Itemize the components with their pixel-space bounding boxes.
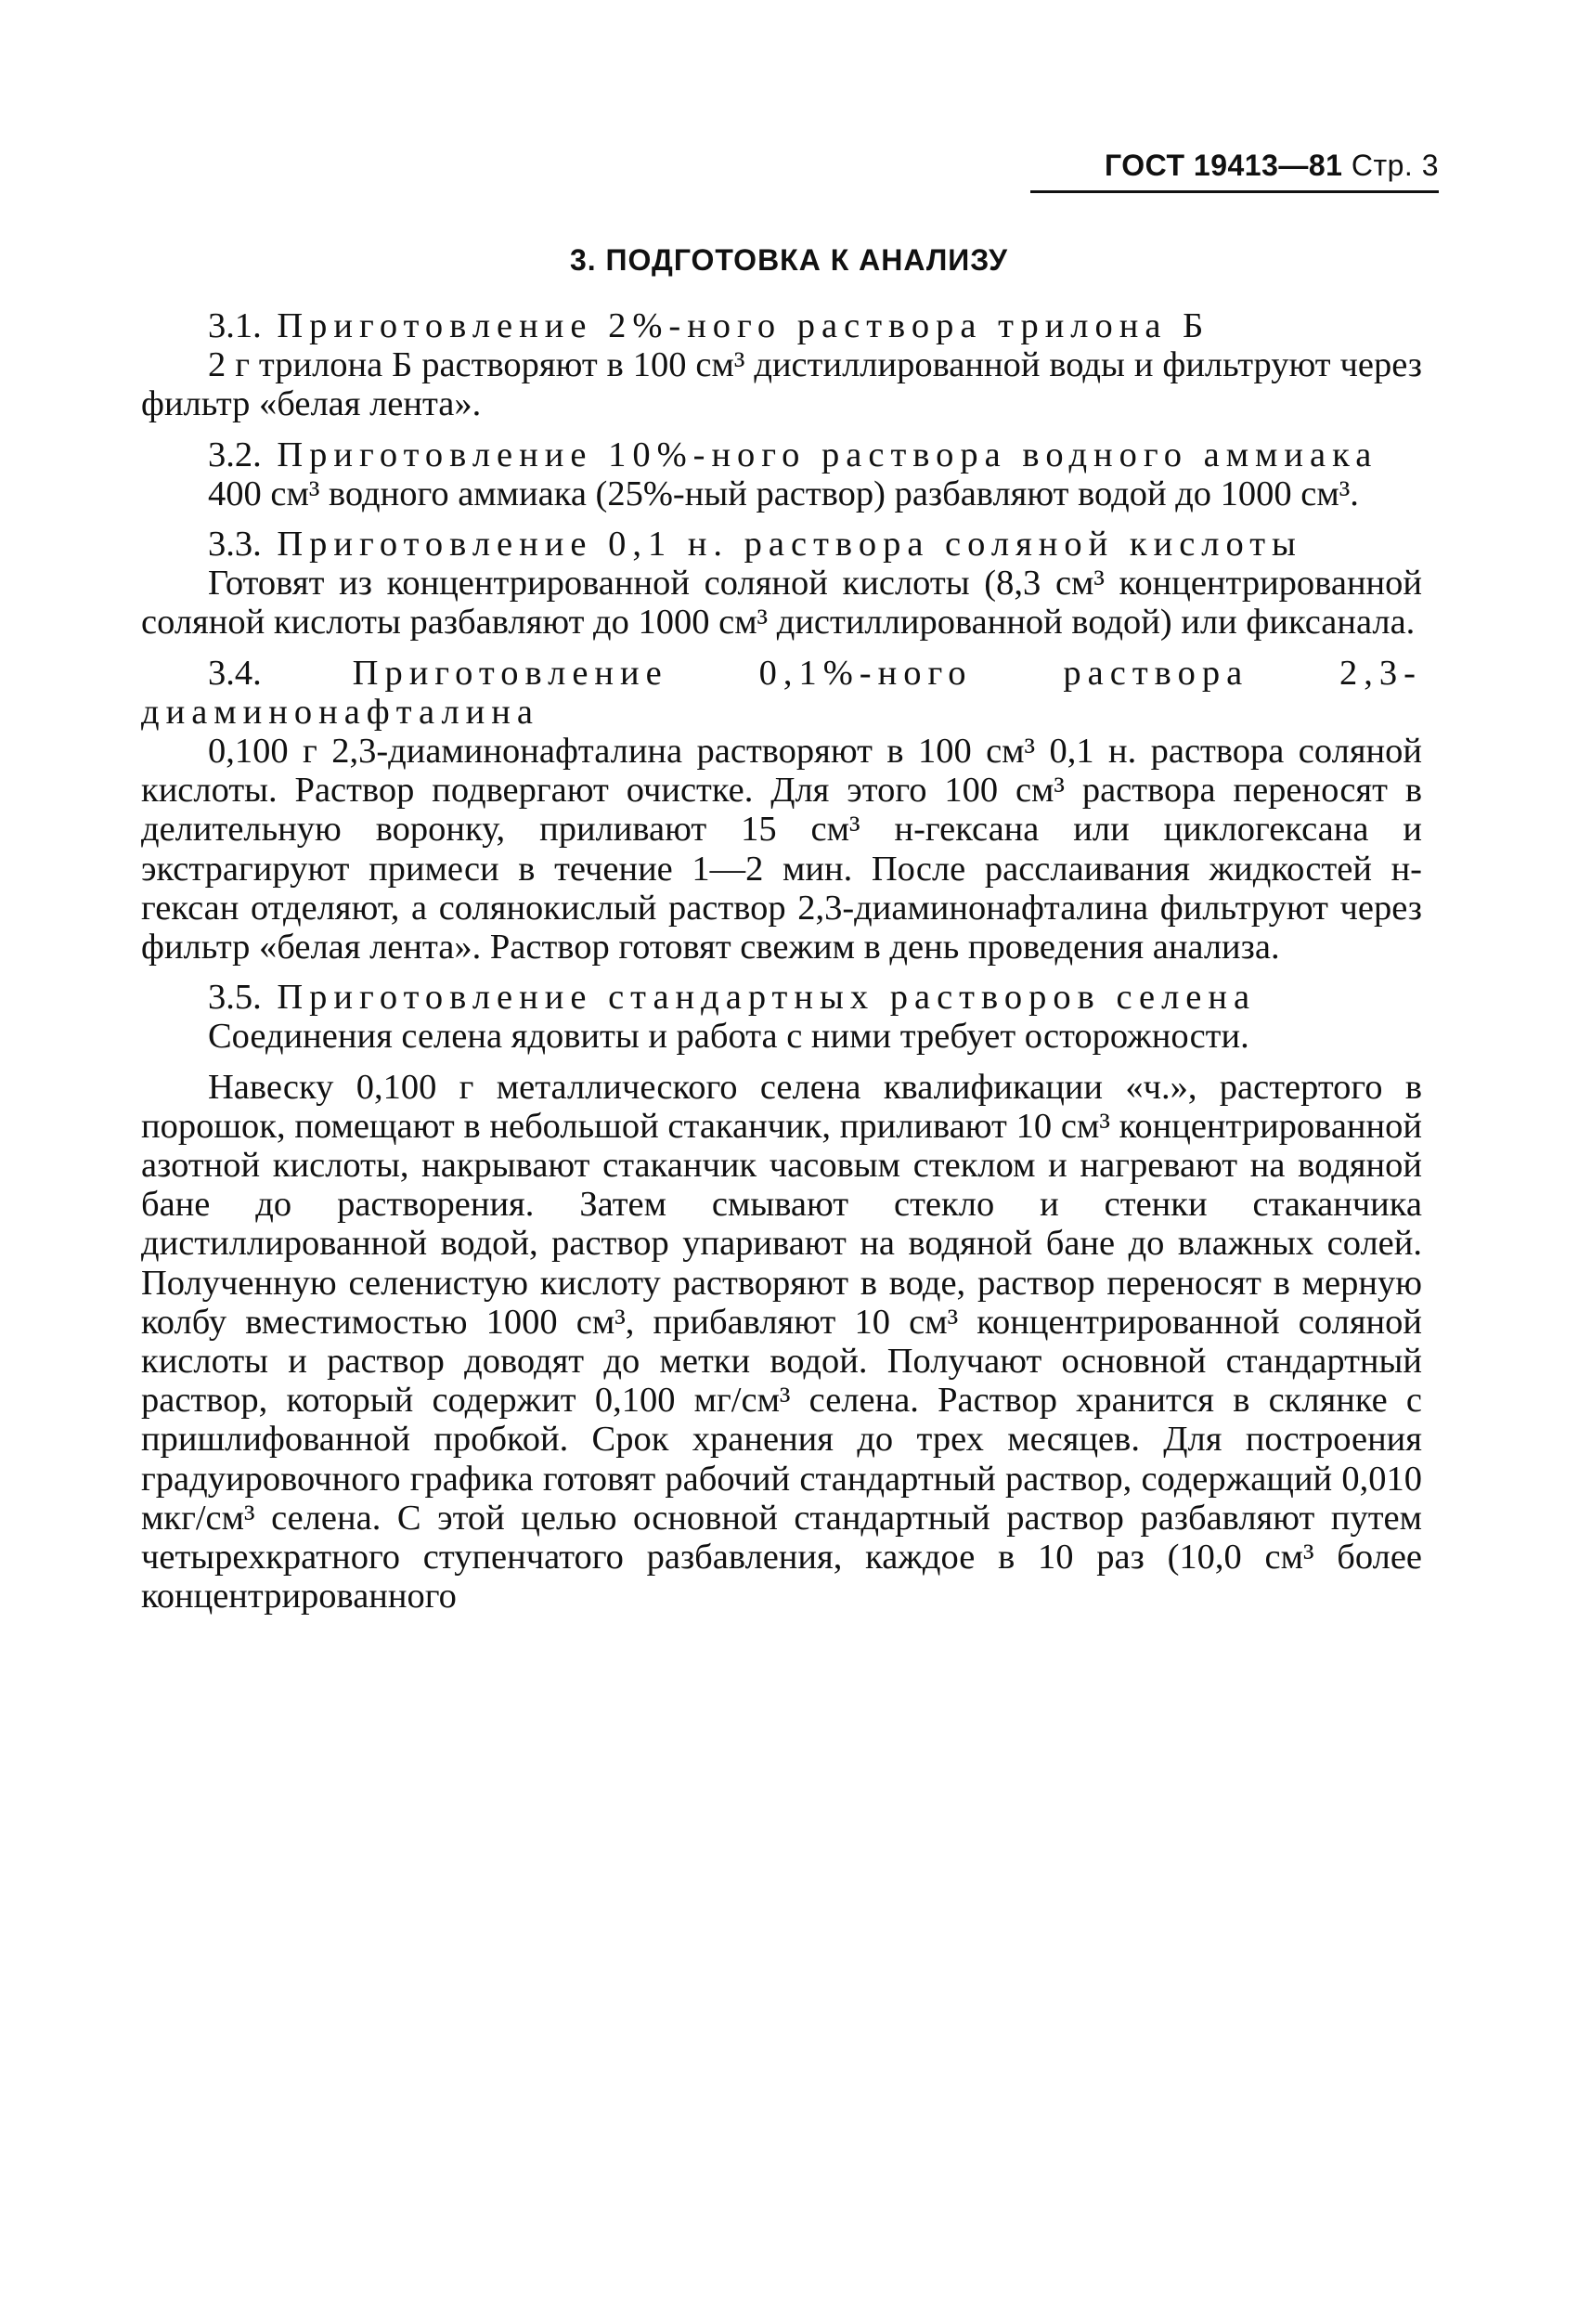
document-body [141,306,1422,1616]
subsection-heading-3-1: 3.1. Приготовление 2%-ного раствора трилона Б [208,306,1210,345]
subsection-heading-3-3: 3.3. Приготовление 0,1 н. раствора соляной кислоты [208,525,1302,565]
paragraph-3-5-procedure: Навеску 0,100 г металлического селена квалификации «ч.», растертого в порошок, помещают в небольшой стаканчик, приливают 10 см³ концентрированной азотной кислоты, накрывают стаканчик часовым стеклом и нагревают на водяной бане до растворения. Затем смывают стекло и стенки стаканчика дистиллированной водой, раствор упаривают на водяной бане до влажных солей. Полученную селенистую кислоту растворяют в воде, раствор переносят в мерную колбу вместимостью 1000 см³, прибавляют 10 см³ концентрированной соляной кислоты и раствор доводят до метки водой. Получают основной стандартный раствор, который содержит 0,100 мг/см³ селена. Раствор хранится в склянке с пришлифованной пробкой. Срок хранения до трех месяцев. Для построения градуировочного графика готовят рабочий стандартный раствор, содержащий 0,010 мкг/см³ селена. С этой целью основной стандартный раствор разбавляют путем четырехкратного ступенчатого разбавления, каждое в 10 раз (10,0 см³ более концентрированного [141,1067,1422,1616]
page-number: Стр. 3 [1351,149,1439,182]
paragraph-3-3: Готовят из концентрированной соляной кислоты (8,3 см³ концентрированной соляной кислоты разбавляют до 1000 см³ дистиллированной водой) или фиксанала. [141,564,1422,643]
paragraph-3-5-warning: Соединения селена ядовиты и работа с ними требует осторожности. [208,1017,1249,1057]
subsection-heading-3-2: 3.2. Приготовление 10%-ного раствора водного аммиака [208,435,1378,474]
subsection-heading-3-4: 3.4. Приготовление 0,1%-ного раствора 2,3-диаминонафталина [141,653,1423,732]
section-title: 3. ПОДГОТОВКА К АНАЛИЗУ [569,243,1009,277]
paragraph-3-4: 0,100 г 2,3-диаминонафталина растворяют в 100 см³ 0,1 н. раствора соляной кислоты. Раствор подвергают очистке. Для этого 100 см³ раствора переносят в делительную воронку, приливают 15 см³ н-гексана или циклогексана и экстрагируют примеси в течение 1—2 мин. После расслаивания жидкостей н-гексан отделяют, а солянокислый раствор 2,3-диаминонафталина фильтруют через фильтр «белая лента». Раствор готовят свежим в день проведения анализа. [141,732,1422,967]
paragraph-3-2: 400 см³ водного аммиака (25%-ный раствор) разбавляют водой до 1000 см³. [208,474,1359,513]
page-header [1030,149,1439,193]
paragraph-3-1: 2 г трилона Б растворяют в 100 см³ дистиллированной воды и фильтруют через фильтр «белая лента». [141,345,1422,424]
subsection-heading-3-5: 3.5. Приготовление стандартных растворов селена [208,978,1257,1018]
standard-number: ГОСТ 19413—81 [1105,149,1343,182]
